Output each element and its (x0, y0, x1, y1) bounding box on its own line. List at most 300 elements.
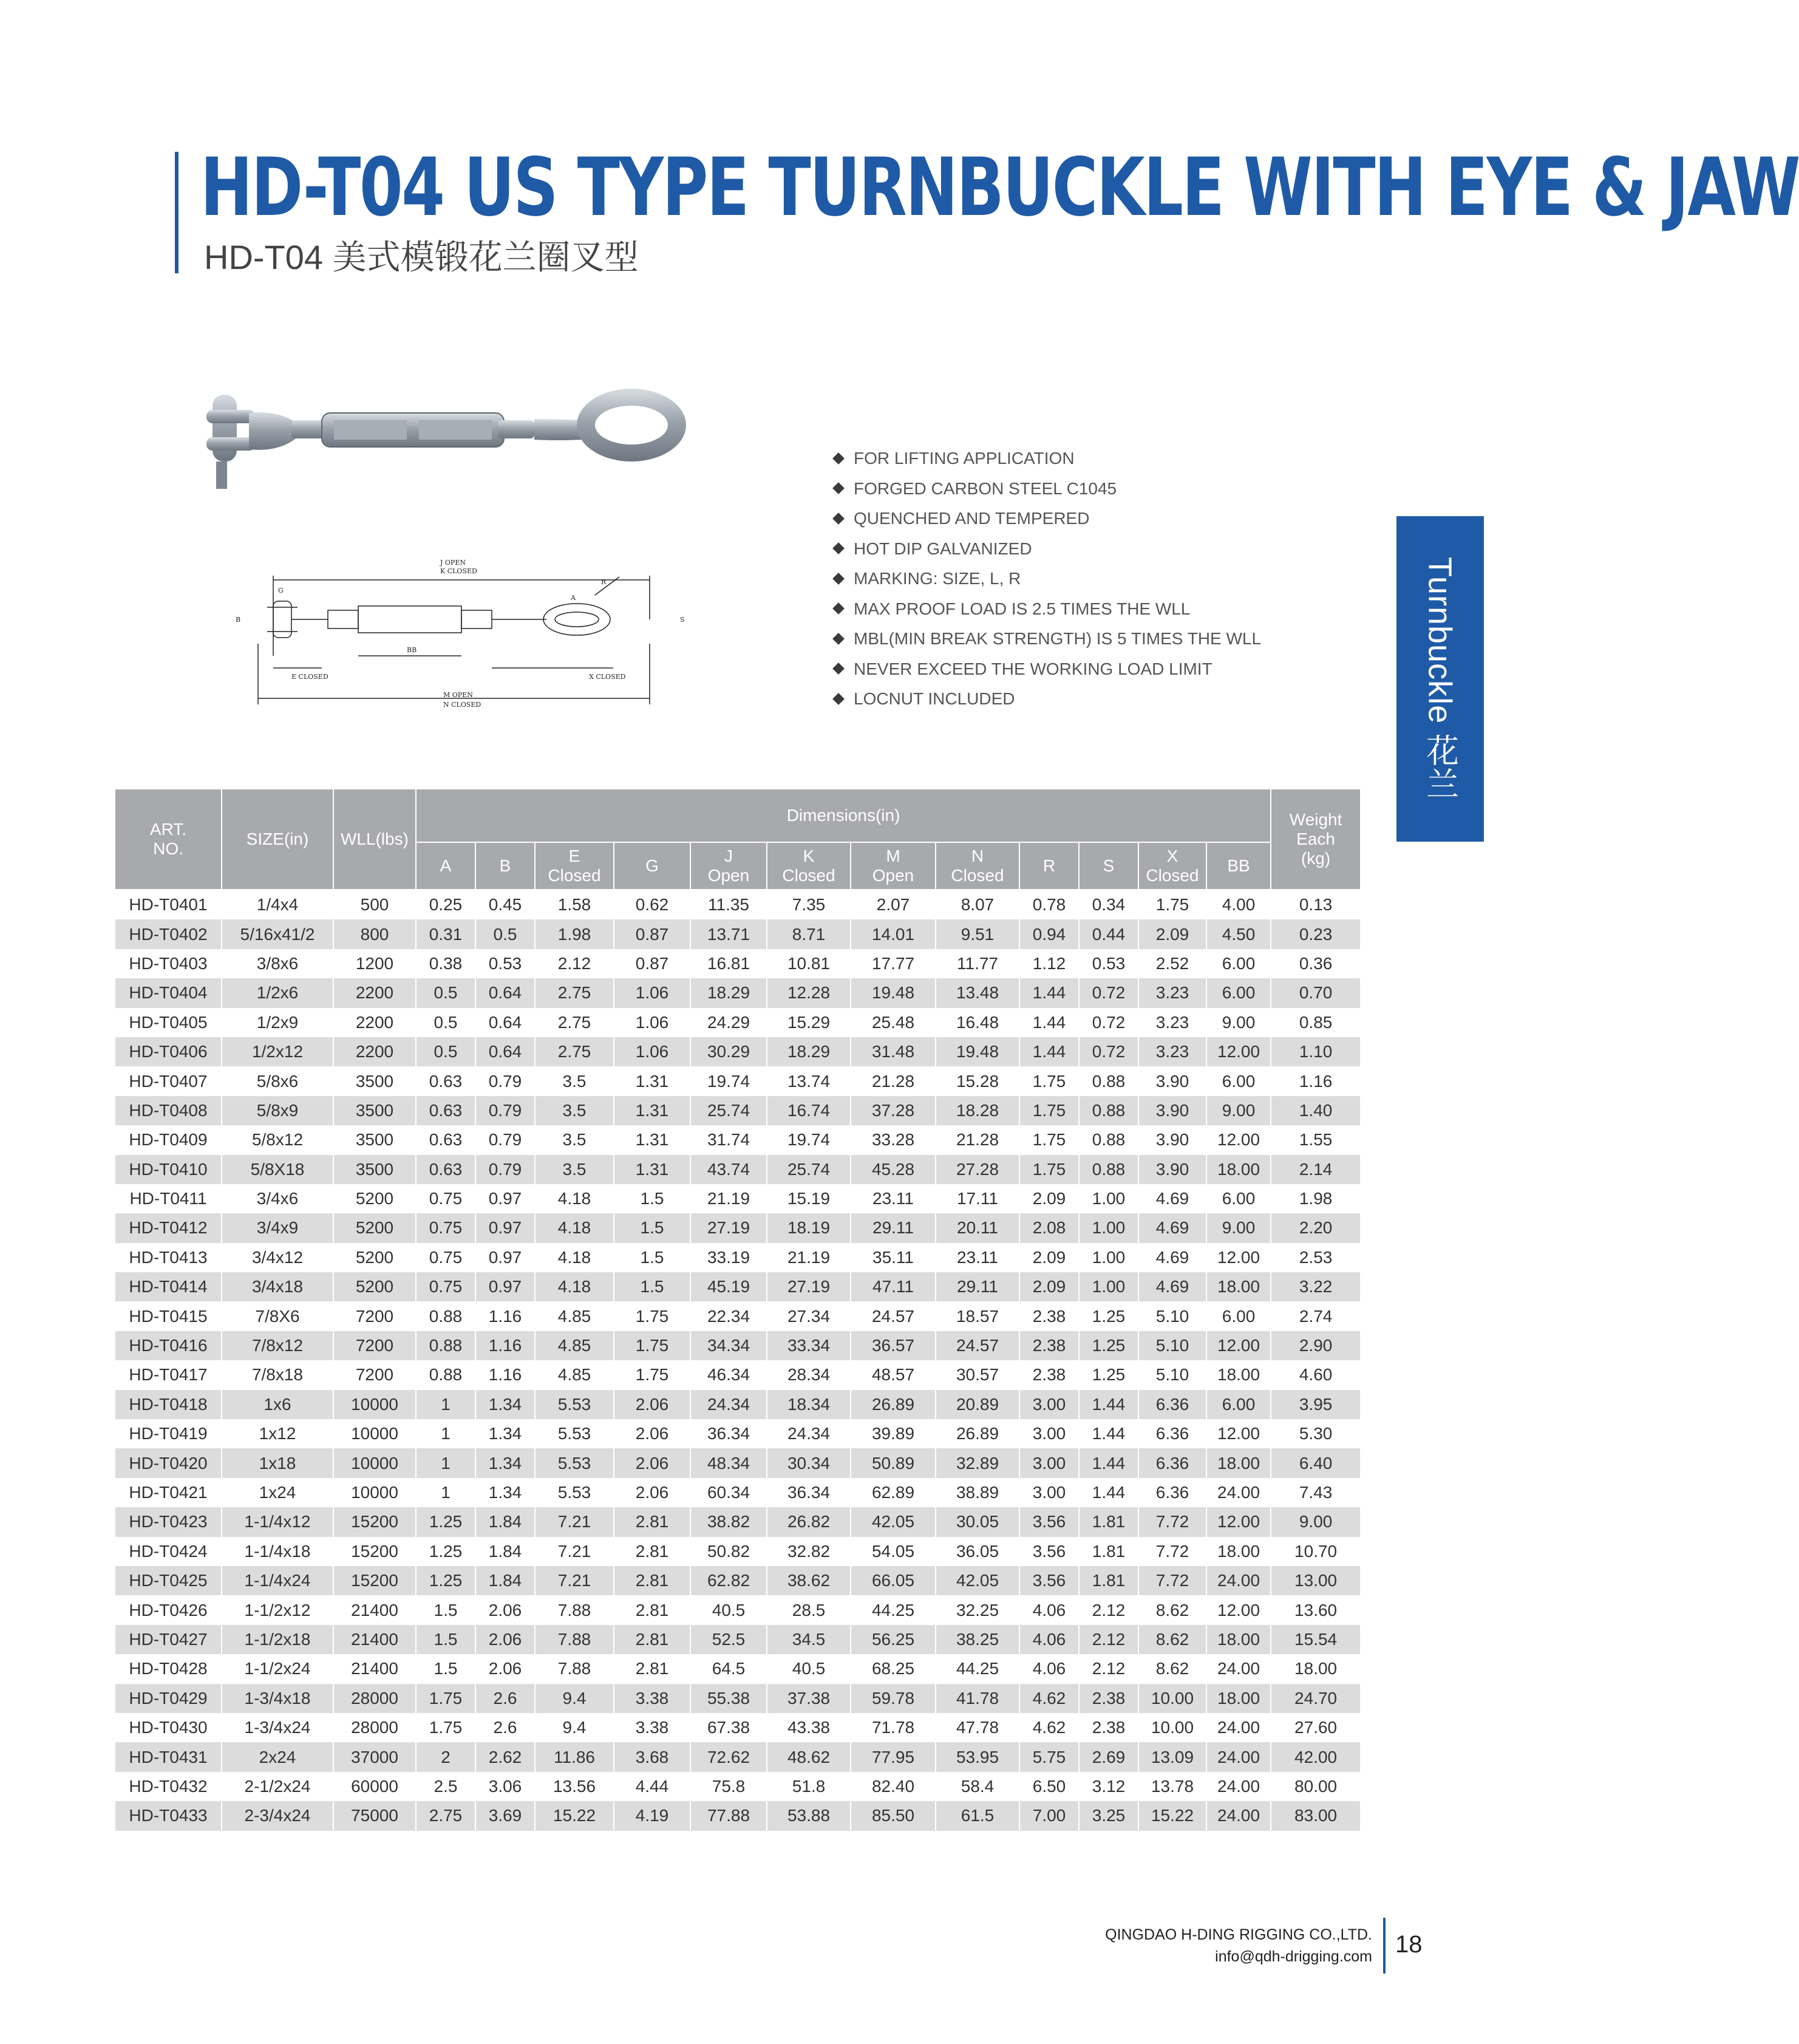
table-row (115, 1184, 1361, 1213)
table-cell: 1.81 (1079, 1507, 1138, 1536)
table-cell: 2-1/2x24 (222, 1772, 333, 1801)
table-cell: 0.79 (475, 1066, 535, 1095)
table-row (115, 1213, 1361, 1242)
table-cell: 0.87 (614, 949, 690, 978)
table-cell: 0.64 (475, 978, 535, 1007)
table-cell: HD-T0424 (115, 1537, 222, 1566)
table-cell: 2.5 (416, 1772, 475, 1801)
table-cell: HD-T0427 (115, 1625, 222, 1654)
col-header-art-no: ART. NO. (115, 789, 222, 890)
table-cell: 1.31 (614, 1096, 690, 1125)
table-cell: 18.00 (1206, 1360, 1271, 1389)
table-cell: 10000 (333, 1390, 416, 1419)
table-cell: 44.25 (936, 1654, 1019, 1683)
table-cell: 24.00 (1206, 1478, 1271, 1507)
table-cell: 24.00 (1206, 1742, 1271, 1771)
table-cell: 3.90 (1138, 1066, 1206, 1095)
table-cell: 19.74 (767, 1125, 851, 1154)
table-cell: 33.19 (690, 1243, 767, 1272)
table-cell: 2.07 (851, 890, 936, 919)
table-cell: 5.53 (535, 1419, 614, 1448)
col-header-dim: BB (1206, 842, 1271, 890)
table-cell: 0.79 (475, 1125, 535, 1154)
table-cell: 2.90 (1271, 1331, 1361, 1360)
table-cell: 1.5 (416, 1595, 475, 1624)
table-cell: 4.85 (535, 1360, 614, 1389)
table-cell: 30.29 (690, 1037, 767, 1066)
table-cell: 4.44 (614, 1772, 690, 1801)
table-cell: 75.8 (690, 1772, 767, 1801)
table-cell: 13.71 (690, 919, 767, 949)
table-cell: 18.00 (1271, 1654, 1361, 1683)
table-cell: 1.75 (614, 1301, 690, 1330)
table-cell: 5.10 (1138, 1331, 1206, 1360)
table-cell: 2.81 (614, 1595, 690, 1624)
col-header-dim: B (475, 842, 535, 890)
table-cell: 10000 (333, 1478, 416, 1507)
table-cell: 7.72 (1138, 1507, 1206, 1536)
table-row (115, 1360, 1361, 1389)
table-cell: 2-3/4x24 (222, 1801, 333, 1830)
table-cell: 4.69 (1138, 1272, 1206, 1301)
table-cell: 1.40 (1271, 1096, 1361, 1125)
table-cell: 30.05 (936, 1507, 1019, 1536)
table-cell: 36.34 (767, 1478, 851, 1507)
table-cell: 0.63 (416, 1125, 475, 1154)
table-row (115, 1096, 1361, 1125)
table-cell: 0.53 (1079, 949, 1138, 978)
table-cell: 45.19 (690, 1272, 767, 1301)
table-cell: 0.97 (475, 1272, 535, 1301)
table-cell: 2.06 (614, 1419, 690, 1448)
table-row (115, 1654, 1361, 1683)
table-cell: 1-1/4x18 (222, 1537, 333, 1566)
table-cell: 42.05 (851, 1507, 936, 1536)
table-cell: 1.5 (614, 1243, 690, 1272)
table-cell: 2.08 (1019, 1213, 1079, 1242)
col-header-dim: X Closed (1138, 842, 1206, 890)
table-cell: 1/2x9 (222, 1008, 333, 1037)
feature-item: FORGED CARBON STEEL C1045 (832, 474, 1261, 504)
table-cell: 0.79 (475, 1155, 535, 1184)
table-cell: 3.90 (1138, 1125, 1206, 1154)
table-cell: 42.00 (1271, 1742, 1361, 1771)
table-cell: 38.25 (936, 1625, 1019, 1654)
table-cell: 7.88 (535, 1595, 614, 1624)
table-cell: 36.34 (690, 1419, 767, 1448)
table-cell: 5/8x9 (222, 1096, 333, 1125)
table-cell: 6.00 (1206, 978, 1271, 1007)
table-cell: 1.34 (475, 1390, 535, 1419)
table-cell: 26.89 (936, 1419, 1019, 1448)
table-cell: 0.75 (416, 1272, 475, 1301)
table-cell: 24.00 (1206, 1772, 1271, 1801)
table-cell: 3.12 (1079, 1772, 1138, 1801)
table-cell: 12.00 (1206, 1507, 1271, 1536)
feature-item: MARKING: SIZE, L, R (832, 564, 1261, 594)
table-cell: 27.34 (767, 1301, 851, 1330)
table-row (115, 1566, 1361, 1595)
table-cell: 15.19 (767, 1184, 851, 1213)
bullet-diamond-icon (832, 573, 845, 585)
table-cell: 15200 (333, 1507, 416, 1536)
table-cell: 24.70 (1271, 1684, 1361, 1713)
table-cell: 5.10 (1138, 1301, 1206, 1330)
table-cell: 1.44 (1079, 1448, 1138, 1477)
table-cell: 1 (416, 1478, 475, 1507)
col-header-dim: R (1019, 842, 1079, 890)
table-cell: 0.31 (416, 919, 475, 949)
feature-item: QUENCHED AND TEMPERED (832, 503, 1261, 534)
table-cell: 21.19 (690, 1184, 767, 1213)
table-cell: 4.69 (1138, 1184, 1206, 1213)
table-cell: 0.85 (1271, 1008, 1361, 1037)
table-cell: 50.89 (851, 1448, 936, 1477)
table-cell: 37.28 (851, 1096, 936, 1125)
table-cell: 1.44 (1019, 1008, 1079, 1037)
drawing-label-bb: BB (407, 646, 417, 654)
table-cell: 4.60 (1271, 1360, 1361, 1389)
table-cell: 1-1/2x24 (222, 1654, 333, 1683)
table-cell: 14.01 (851, 919, 936, 949)
table-cell: 2200 (333, 978, 416, 1007)
table-cell: 43.38 (767, 1713, 851, 1742)
table-cell: 2x24 (222, 1742, 333, 1771)
table-cell: 66.05 (851, 1566, 936, 1595)
table-cell: 44.25 (851, 1595, 936, 1624)
table-cell: 2.75 (535, 1008, 614, 1037)
table-row (115, 1625, 1361, 1654)
table-cell: 1.06 (614, 1037, 690, 1066)
table-cell: 13.00 (1271, 1566, 1361, 1595)
table-row (115, 1507, 1361, 1536)
table-cell: 3.06 (475, 1772, 535, 1801)
table-cell: 7200 (333, 1331, 416, 1360)
table-cell: 29.11 (851, 1213, 936, 1242)
table-cell: 42.05 (936, 1566, 1019, 1595)
table-cell: 18.29 (690, 978, 767, 1007)
table-row (115, 1537, 1361, 1566)
table-cell: 7.21 (535, 1537, 614, 1566)
table-cell: HD-T0421 (115, 1478, 222, 1507)
table-cell: 7.72 (1138, 1537, 1206, 1566)
table-cell: 1.55 (1271, 1125, 1361, 1154)
table-cell: 15.22 (535, 1801, 614, 1830)
table-cell: 1.58 (535, 890, 614, 919)
table-cell: 0.88 (1079, 1096, 1138, 1125)
table-cell: 2.75 (535, 978, 614, 1007)
feature-item: LOCNUT INCLUDED (832, 684, 1261, 714)
table-cell: 0.94 (1019, 919, 1079, 949)
table-cell: HD-T0428 (115, 1654, 222, 1683)
table-cell: 1.75 (1019, 1155, 1079, 1184)
table-cell: 26.89 (851, 1390, 936, 1419)
table-cell: 2.52 (1138, 949, 1206, 978)
table-cell: HD-T0429 (115, 1684, 222, 1713)
table-cell: 2.38 (1079, 1684, 1138, 1713)
table-cell: 33.28 (851, 1125, 936, 1154)
table-cell: 16.48 (936, 1008, 1019, 1037)
table-cell: 1 (416, 1448, 475, 1477)
table-cell: 16.81 (690, 949, 767, 978)
table-cell: 4.69 (1138, 1213, 1206, 1242)
table-row (115, 1419, 1361, 1448)
table-cell: 83.00 (1271, 1801, 1361, 1830)
table-cell: 1.75 (416, 1684, 475, 1713)
table-cell: 2.6 (475, 1684, 535, 1713)
drawing-label-r: R (601, 578, 607, 586)
table-cell: 5.30 (1271, 1419, 1361, 1448)
table-cell: 61.5 (936, 1801, 1019, 1830)
table-cell: 3.56 (1019, 1537, 1079, 1566)
table-cell: 18.00 (1206, 1537, 1271, 1566)
table-cell: 8.62 (1138, 1654, 1206, 1683)
table-cell: 3500 (333, 1096, 416, 1125)
table-row (115, 1801, 1361, 1830)
table-cell: 18.00 (1206, 1684, 1271, 1713)
table-cell: 8.62 (1138, 1595, 1206, 1624)
table-cell: 2.09 (1138, 919, 1206, 949)
drawing-label-n-closed: N CLOSED (443, 701, 481, 709)
table-cell: 0.88 (1079, 1155, 1138, 1184)
table-cell: 19.48 (851, 978, 936, 1007)
table-cell: 64.5 (690, 1654, 767, 1683)
col-header-dim: K Closed (767, 842, 851, 890)
table-cell: 21.28 (936, 1125, 1019, 1154)
table-cell: 3.56 (1019, 1507, 1079, 1536)
table-cell: 41.78 (936, 1684, 1019, 1713)
table-cell: 3/4x12 (222, 1243, 333, 1272)
table-cell: 31.48 (851, 1037, 936, 1066)
table-cell: 1.44 (1079, 1478, 1138, 1507)
table-cell: 12.00 (1206, 1419, 1271, 1448)
table-cell: 3.00 (1019, 1390, 1079, 1419)
table-cell: 16.74 (767, 1096, 851, 1125)
table-cell: HD-T0433 (115, 1801, 222, 1830)
table-cell: 1.16 (475, 1301, 535, 1330)
table-cell: 2.06 (614, 1390, 690, 1419)
table-cell: 4.85 (535, 1331, 614, 1360)
table-cell: 9.00 (1206, 1008, 1271, 1037)
col-header-dim: J Open (690, 842, 767, 890)
table-cell: 0.62 (614, 890, 690, 919)
table-cell: 2.81 (614, 1537, 690, 1566)
table-cell: 2.38 (1079, 1713, 1138, 1742)
table-cell: 2.81 (614, 1507, 690, 1536)
table-cell: 80.00 (1271, 1772, 1361, 1801)
table-row (115, 1301, 1361, 1330)
table-cell: 24.00 (1206, 1801, 1271, 1830)
table-cell: 0.63 (416, 1155, 475, 1184)
table-cell: HD-T0420 (115, 1448, 222, 1477)
table-cell: 7.72 (1138, 1566, 1206, 1595)
table-cell: 47.78 (936, 1713, 1019, 1742)
table-cell: 55.38 (690, 1684, 767, 1713)
table-cell: 2.62 (475, 1742, 535, 1771)
table-cell: 31.74 (690, 1125, 767, 1154)
table-cell: 2.53 (1271, 1243, 1361, 1272)
footer-company-block (1105, 1924, 1372, 1968)
bullet-diamond-icon (832, 663, 845, 675)
table-cell: 2.38 (1019, 1301, 1079, 1330)
table-cell: 7200 (333, 1360, 416, 1389)
table-cell: 48.34 (690, 1448, 767, 1477)
table-cell: 6.36 (1138, 1419, 1206, 1448)
table-cell: 24.00 (1206, 1654, 1271, 1683)
table-cell: 15.54 (1271, 1625, 1361, 1654)
table-cell: 77.88 (690, 1801, 767, 1830)
table-cell: 2200 (333, 1037, 416, 1066)
table-cell: 53.95 (936, 1742, 1019, 1771)
product-photo (194, 376, 753, 498)
col-header-dim: E Closed (535, 842, 614, 890)
col-header-dimensions: Dimensions(in) (416, 789, 1271, 842)
table-cell: 19.74 (690, 1066, 767, 1095)
table-cell: 4.18 (535, 1243, 614, 1272)
table-cell: 60.34 (690, 1478, 767, 1507)
drawing-label-m-open: M OPEN (443, 691, 473, 699)
table-cell: 11.86 (535, 1742, 614, 1771)
table-cell: 7.35 (767, 890, 851, 919)
table-row (115, 1331, 1361, 1360)
table-cell: 82.40 (851, 1772, 936, 1801)
col-header-dim: A (416, 842, 475, 890)
table-cell: 4.62 (1019, 1713, 1079, 1742)
table-cell: 6.00 (1206, 1184, 1271, 1213)
table-cell: 2.81 (614, 1654, 690, 1683)
table-cell: 5.53 (535, 1478, 614, 1507)
table-cell: HD-T0415 (115, 1301, 222, 1330)
bullet-diamond-icon (832, 693, 845, 705)
table-cell: 19.48 (936, 1037, 1019, 1066)
col-header-dim: G (614, 842, 690, 890)
table-cell: 4.18 (535, 1272, 614, 1301)
table-cell: 24.00 (1206, 1713, 1271, 1742)
table-cell: 800 (333, 919, 416, 949)
table-cell: 1.81 (1079, 1537, 1138, 1566)
table-cell: 48.62 (767, 1742, 851, 1771)
col-header-size: SIZE(in) (222, 789, 333, 890)
bullet-diamond-icon (832, 633, 845, 645)
table-cell: 1.12 (1019, 949, 1079, 978)
col-header-weight: Weight Each (kg) (1271, 789, 1361, 890)
table-cell: 10000 (333, 1448, 416, 1477)
table-cell: 1.25 (416, 1537, 475, 1566)
table-cell: 1/2x6 (222, 978, 333, 1007)
table-cell: 28.34 (767, 1360, 851, 1389)
table-cell: 17.11 (936, 1184, 1019, 1213)
table-cell: 3.5 (535, 1155, 614, 1184)
table-row (115, 1243, 1361, 1272)
table-cell: 7.21 (535, 1507, 614, 1536)
table-cell: 2.75 (535, 1037, 614, 1066)
table-cell: 0.88 (1079, 1125, 1138, 1154)
table-cell: 72.62 (690, 1742, 767, 1771)
table-cell: 1.25 (416, 1507, 475, 1536)
table-cell: 1.34 (475, 1419, 535, 1448)
table-cell: 3.5 (535, 1096, 614, 1125)
table-cell: 3.23 (1138, 1037, 1206, 1066)
table-cell: 38.89 (936, 1478, 1019, 1507)
table-cell: HD-T0403 (115, 949, 222, 978)
table-row (115, 890, 1361, 919)
table-cell: 1.44 (1019, 1037, 1079, 1066)
table-cell: 1.06 (614, 1008, 690, 1037)
table-cell: 1/2x12 (222, 1037, 333, 1066)
table-cell: 2.6 (475, 1713, 535, 1742)
table-cell: 27.19 (767, 1272, 851, 1301)
table-cell: 1-1/2x18 (222, 1625, 333, 1654)
table-cell: 2.38 (1019, 1360, 1079, 1389)
drawing-label-s: S (680, 616, 685, 624)
table-cell: 18.00 (1206, 1448, 1271, 1477)
table-cell: 2.06 (614, 1448, 690, 1477)
table-cell: 2.75 (416, 1801, 475, 1830)
table-cell: 0.5 (416, 978, 475, 1007)
table-cell: 12.00 (1206, 1595, 1271, 1624)
table-cell: 6.36 (1138, 1448, 1206, 1477)
table-cell: 37.38 (767, 1684, 851, 1713)
table-cell: 10.70 (1271, 1537, 1361, 1566)
table-cell: 24.57 (851, 1301, 936, 1330)
table-cell: 1.25 (1079, 1301, 1138, 1330)
table-cell: 3.90 (1138, 1096, 1206, 1125)
table-cell: 1.81 (1079, 1566, 1138, 1595)
table-cell: 1.00 (1079, 1243, 1138, 1272)
table-cell: 1x6 (222, 1390, 333, 1419)
table-cell: HD-T0408 (115, 1096, 222, 1125)
table-cell: 58.4 (936, 1772, 1019, 1801)
table-cell: 18.57 (936, 1301, 1019, 1330)
table-cell: 15.22 (1138, 1801, 1206, 1830)
table-cell: 24.29 (690, 1008, 767, 1037)
feature-item: MAX PROOF LOAD IS 2.5 TIMES THE WLL (832, 594, 1261, 624)
table-cell: 3.00 (1019, 1419, 1079, 1448)
table-cell: 1.31 (614, 1155, 690, 1184)
table-cell: 12.00 (1206, 1125, 1271, 1154)
table-row (115, 1272, 1361, 1301)
bullet-diamond-icon (832, 513, 845, 525)
table-cell: 21400 (333, 1595, 416, 1624)
table-cell: HD-T0412 (115, 1213, 222, 1242)
table-row (115, 1742, 1361, 1771)
table-row (115, 919, 1361, 949)
table-cell: 2.12 (1079, 1625, 1138, 1654)
table-cell: 2.20 (1271, 1213, 1361, 1242)
table-cell: 7.21 (535, 1566, 614, 1595)
table-cell: 4.62 (1019, 1684, 1079, 1713)
table-cell: 6.36 (1138, 1390, 1206, 1419)
table-cell: 1.5 (614, 1272, 690, 1301)
table-cell: 32.25 (936, 1595, 1019, 1624)
table-cell: HD-T0405 (115, 1008, 222, 1037)
table-cell: 21.19 (767, 1243, 851, 1272)
table-cell: 13.09 (1138, 1742, 1206, 1771)
table-cell: 6.00 (1206, 1066, 1271, 1095)
table-cell: 46.34 (690, 1360, 767, 1389)
table-cell: 1.00 (1079, 1272, 1138, 1301)
table-cell: 5/8x6 (222, 1066, 333, 1095)
category-side-tab-label: Turnbuckle 花兰 (1421, 557, 1458, 801)
table-cell: 1.16 (1271, 1066, 1361, 1095)
table-cell: 0.63 (416, 1066, 475, 1095)
table-cell: 5200 (333, 1184, 416, 1213)
table-cell: 2.06 (475, 1625, 535, 1654)
table-cell: HD-T0423 (115, 1507, 222, 1536)
table-cell: HD-T0430 (115, 1713, 222, 1742)
drawing-label-j-open: J OPEN (440, 559, 466, 567)
table-cell: 17.77 (851, 949, 936, 978)
